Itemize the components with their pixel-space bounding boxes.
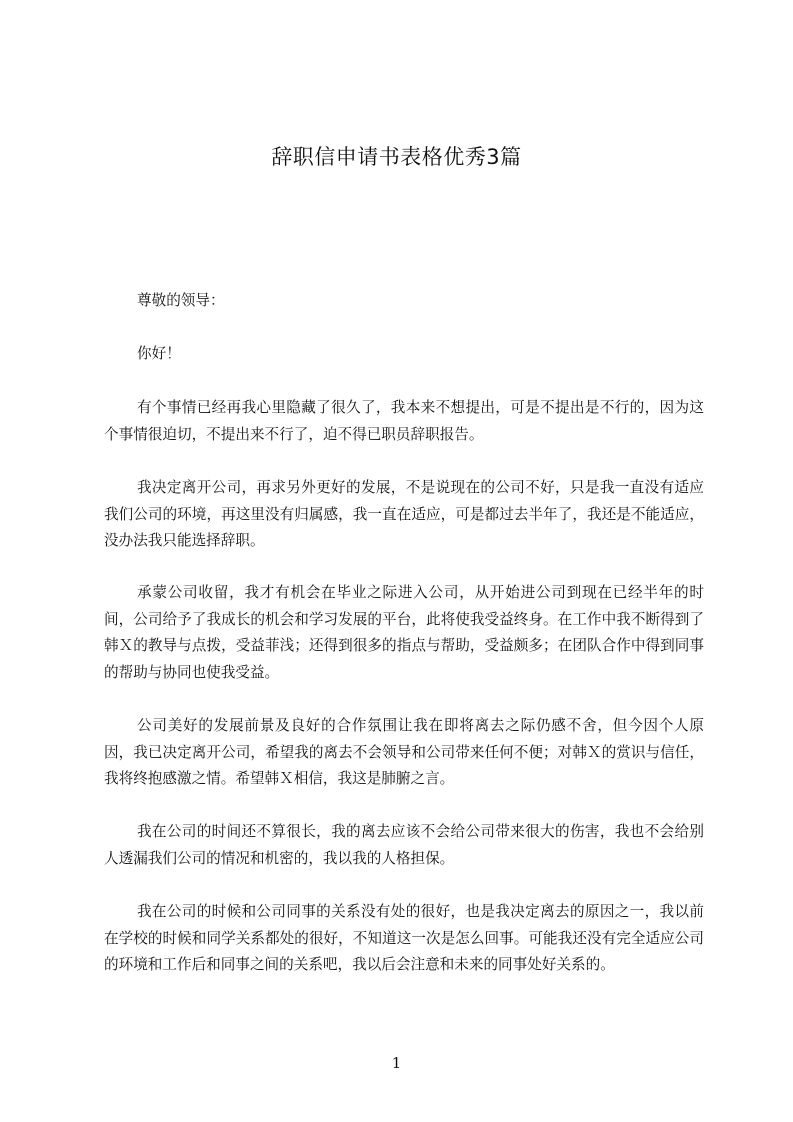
body-paragraph: 我决定离开公司，再求另外更好的发展，不是说现在的公司不好，只是我一直没有适应我们公司的环境，再这里没有归属感，我一直在适应，可是都过去半年了，我还是不能适应，没办法我只能选择辞职。	[104, 479, 704, 549]
page-number: 1	[391, 1054, 402, 1072]
body-paragraph: 我在公司的时间还不算很长，我的离去应该不会给公司带来很大的伤害，我也不会给别人透漏我们公司的情况和机密的，我以我的人格担保。	[104, 823, 704, 867]
body-paragraph: 有个事情已经再我心里隐藏了很久了，我本来不想提出，可是不提出是不行的，因为这个事情很迫切，不提出来不行了，迫不得已职员辞职报告。	[104, 399, 704, 443]
body-paragraph: 我在公司的时候和公司同事的关系没有处的很好，也是我决定离去的原因之一，我以前在学校的时候和同学关系都处的很好，不知道这一次是怎么回事。可能我还没有完全适应公司的环境和工作后和同事之间的关系吧，我以后会注意和未来的同事处好关系的。	[104, 903, 704, 973]
greeting: 你好！	[137, 345, 181, 362]
document-title: 辞职信申请书表格优秀3篇	[271, 145, 522, 169]
salutation: 尊敬的领导：	[137, 292, 225, 309]
body-paragraph: 公司美好的发展前景及良好的合作氛围让我在即将离去之际仍感不舍，但今因个人原因，我已决定离开公司，希望我的离去不会领导和公司带来任何不便；对韩Ｘ的赏识与信任，我将终抱感激之情。希望韩Ｘ相信，我这是肺腑之言。	[104, 717, 704, 787]
body-paragraph: 承蒙公司收留，我才有机会在毕业之际进入公司，从开始进公司到现在已经半年的时间，公司给予了我成长的机会和学习发展的平台，此将使我受益终身。在工作中我不断得到了韩Ｘ的教导与点拨，受益菲浅；还得到很多的指点与帮助，受益颇多；在团队合作中得到同事的帮助与协同也使我受益。	[104, 584, 704, 681]
